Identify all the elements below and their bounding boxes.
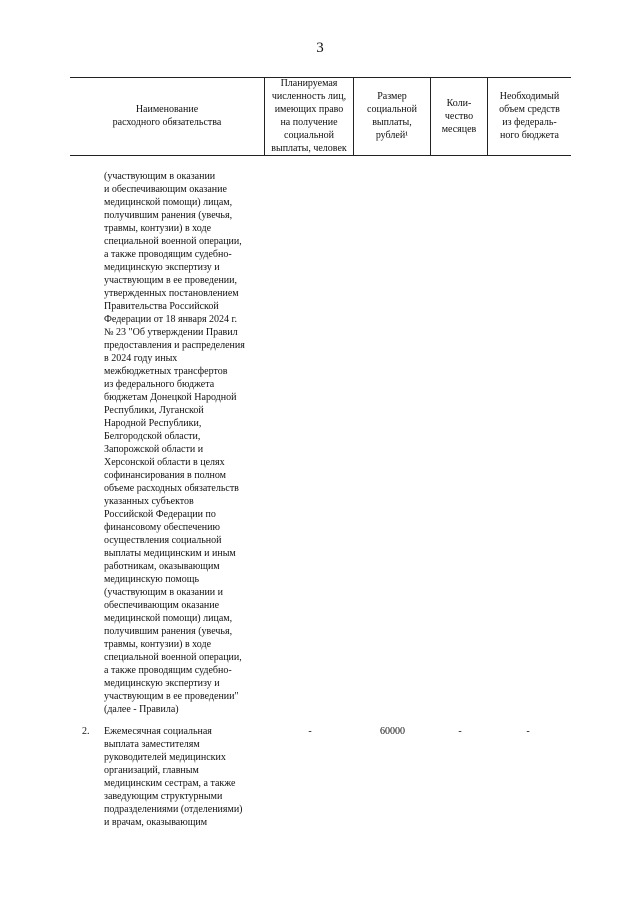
header-bottom-rule	[70, 155, 571, 156]
row-name: Ежемесячная социальная выплата заместителям руководителей медицинских организаций, главным медицинским сестрам, а также заведующим структурными подразделениями (отделениями) и врачам, оказывающим	[104, 726, 243, 828]
page-number: 3	[316, 40, 324, 56]
row-amount: 60000	[380, 726, 405, 737]
header-name: Наименование расходного обязательства	[112, 104, 222, 128]
header-months: Коли- чество месяцев	[441, 97, 477, 135]
header-funds: Необходимый объем средств из федераль- ного бюджета	[499, 91, 560, 141]
header-persons: Планируемая численность лиц, имеющих право на получение социальной выплаты, человек	[271, 78, 347, 154]
header-amount: Размер социальной выплаты, рублей¹	[367, 91, 417, 141]
row-persons: -	[308, 726, 312, 737]
row-number: 2.	[82, 726, 90, 737]
row1-continuation-text: (участвующим в оказании и обеспечивающим оказание медицинской помощи) лицам, получившим ранения (увечья, травмы, контузии) в ходе специальной военной операции, а также проводящим судебно- медицинскую экспертизу и участвующим в ее проведении, утвержденных постановлением Правительства Российской Федерации от 18 января 2024 г. № 23 "Об утверждении Правил предоставления и распределения в 2024 году иных межбюджетных трансфертов из федерального бюджета бюджетам Донецкой Народной Республики, Луганской Народной Республики, Белгородской области, Запорожской области и Херсонской области в целях софинансирования в полном объеме расходных обязательств указанных субъектов Российской Федерации по финансовому обеспечению осуществления социальной выплаты медицинским и иным работникам, оказывающим медицинскую помощь (участвующим в оказании и обеспечивающим оказание медицинской помощи) лицам, получившим ранения (увечья, травмы, контузии) в ходе специальной военной операции, а также проводящим судебно- медицинскую экспертизу и участвующим в ее проведении" (далее - Правила)	[104, 171, 245, 715]
row-funds: -	[526, 726, 530, 737]
row-months: -	[458, 726, 462, 737]
